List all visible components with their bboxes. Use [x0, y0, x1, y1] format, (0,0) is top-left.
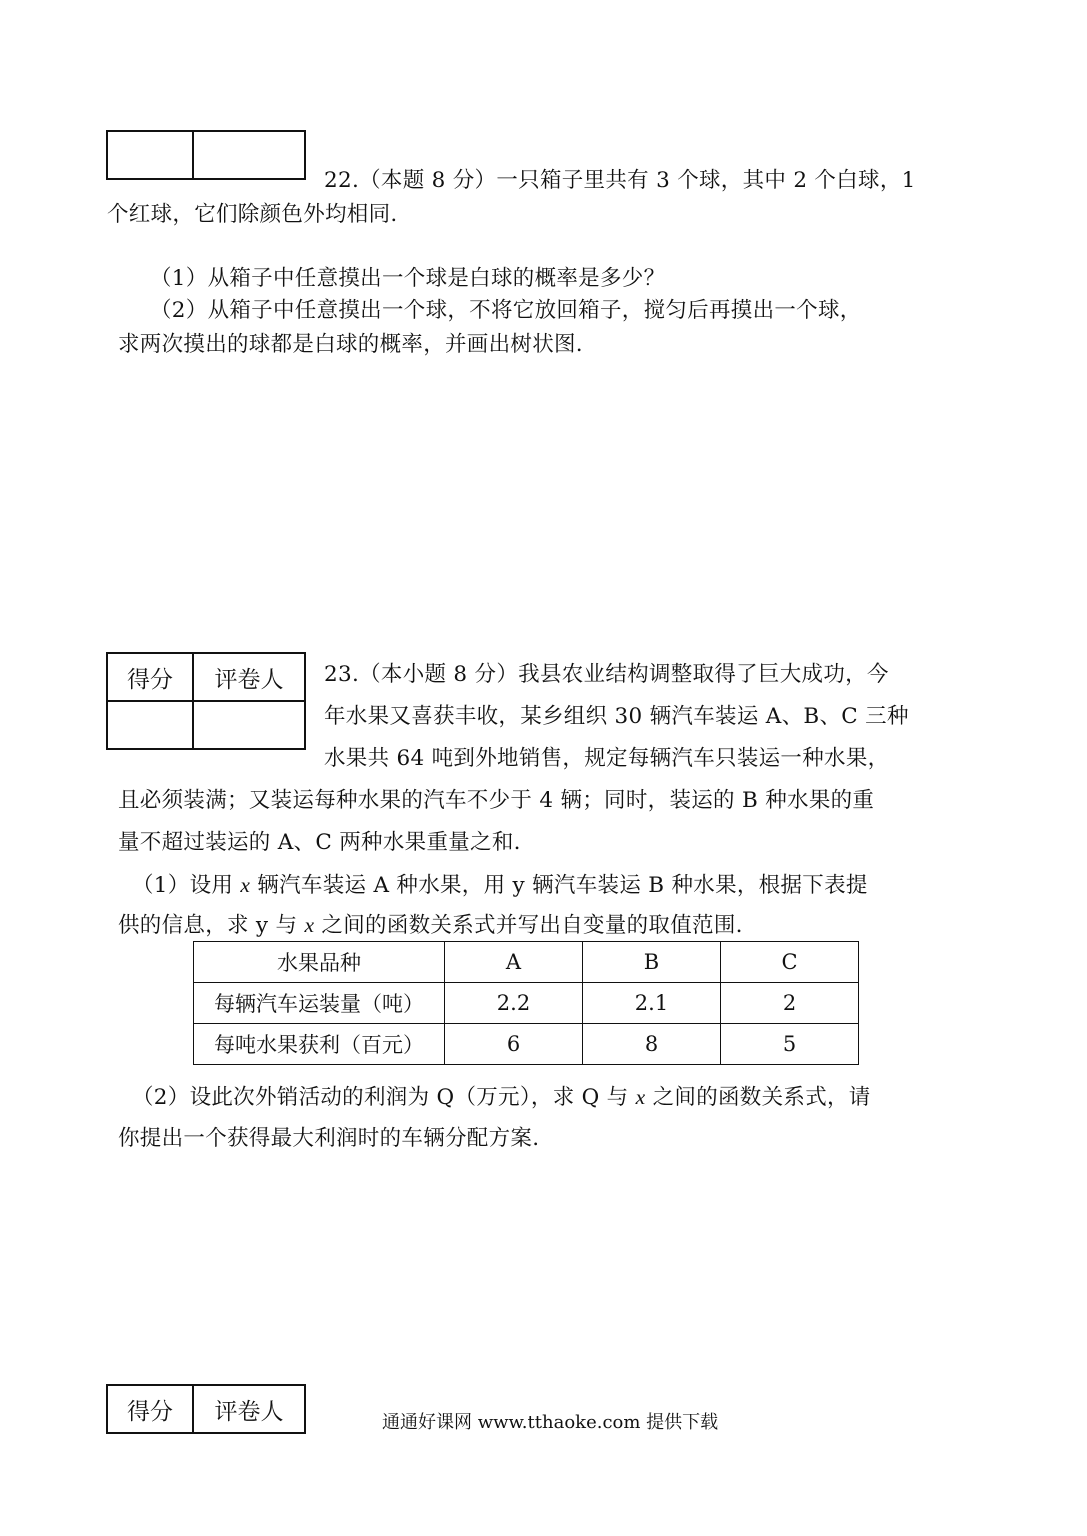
var-x: x	[240, 873, 251, 897]
score-box-q22	[106, 130, 306, 180]
score-cell	[107, 701, 193, 749]
grader-label: 评卷人	[193, 653, 305, 701]
q23-p1-d: 之间的函数关系式并写出自变量的取值范围.	[314, 913, 743, 938]
q23-part1-line1	[132, 870, 868, 901]
q22-part1: （1）从箱子中任意摸出一个球是白球的概率是多少？	[150, 266, 666, 291]
q22-line2: 个红球，它们除颜色外均相同.	[107, 202, 398, 227]
q22-part2-line2: 求两次摸出的球都是白球的概率，并画出树状图.	[118, 332, 583, 357]
table-header-cell: B	[583, 942, 721, 983]
q23-p1-c: 供的信息，求 y 与	[118, 913, 305, 938]
footer-source: 通通好课网 www.tthaoke.com 提供下载	[382, 1412, 719, 1433]
score-box-q23	[106, 652, 306, 750]
q23-p2-b: 之间的函数关系式，请	[645, 1085, 871, 1110]
table-cell: 5	[721, 1024, 859, 1065]
table-cell: 6	[445, 1024, 583, 1065]
table-cell: 2	[721, 983, 859, 1024]
table-header-cell: C	[721, 942, 859, 983]
table-cell: 8	[583, 1024, 721, 1065]
table-row	[194, 983, 859, 1024]
score-label: 得分	[107, 1385, 193, 1433]
fruit-table	[193, 941, 859, 1065]
q23-p1-b: 辆汽车装运 A 种水果，用 y 辆汽车装运 B 种水果，根据下表提	[250, 873, 868, 898]
table-cell: 2.1	[583, 983, 721, 1024]
q22-part2-line1: （2）从箱子中任意摸出一个球，不将它放回箱子，搅匀后再摸出一个球，	[150, 298, 862, 323]
grader-cell	[193, 131, 305, 179]
table-header-cell: A	[445, 942, 583, 983]
q23-line3: 水果共 64 吨到外地销售，规定每辆汽车只装运一种水果，	[324, 746, 890, 771]
q23-part1-line2	[118, 910, 743, 941]
q23-line1: 23.（本小题 8 分）我县农业结构调整取得了巨大成功，今	[324, 662, 889, 687]
q23-line5: 量不超过装运的 A、C 两种水果重量之和.	[118, 830, 521, 855]
q23-p2-a: （2）设此次外销活动的利润为 Q（万元），求 Q 与	[132, 1085, 636, 1110]
var-x: x	[635, 1085, 646, 1109]
grader-label: 评卷人	[193, 1385, 305, 1433]
score-box-q24	[106, 1384, 306, 1434]
grader-cell	[193, 701, 305, 749]
q23-line4: 且必须装满；又装运每种水果的汽车不少于 4 辆；同时，装运的 B 种水果的重	[118, 788, 875, 813]
q23-part2-line1	[132, 1082, 871, 1113]
table-header-row	[194, 942, 859, 983]
var-x: x	[304, 913, 315, 937]
q23-part2-line2: 你提出一个获得最大利润时的车辆分配方案.	[118, 1126, 540, 1151]
table-cell: 2.2	[445, 983, 583, 1024]
table-cell: 每吨水果获利（百元）	[194, 1024, 445, 1065]
score-cell	[107, 131, 193, 179]
score-label: 得分	[107, 653, 193, 701]
q23-line2: 年水果又喜获丰收，某乡组织 30 辆汽车装运 A、B、C 三种	[324, 704, 909, 729]
table-row	[194, 1024, 859, 1065]
table-cell: 每辆汽车运装量（吨）	[194, 983, 445, 1024]
q23-p1-a: （1）设用	[132, 873, 241, 898]
table-header-cell: 水果品种	[194, 942, 445, 983]
q22-line1: 22.（本题 8 分）一只箱子里共有 3 个球，其中 2 个白球，1	[324, 168, 916, 193]
